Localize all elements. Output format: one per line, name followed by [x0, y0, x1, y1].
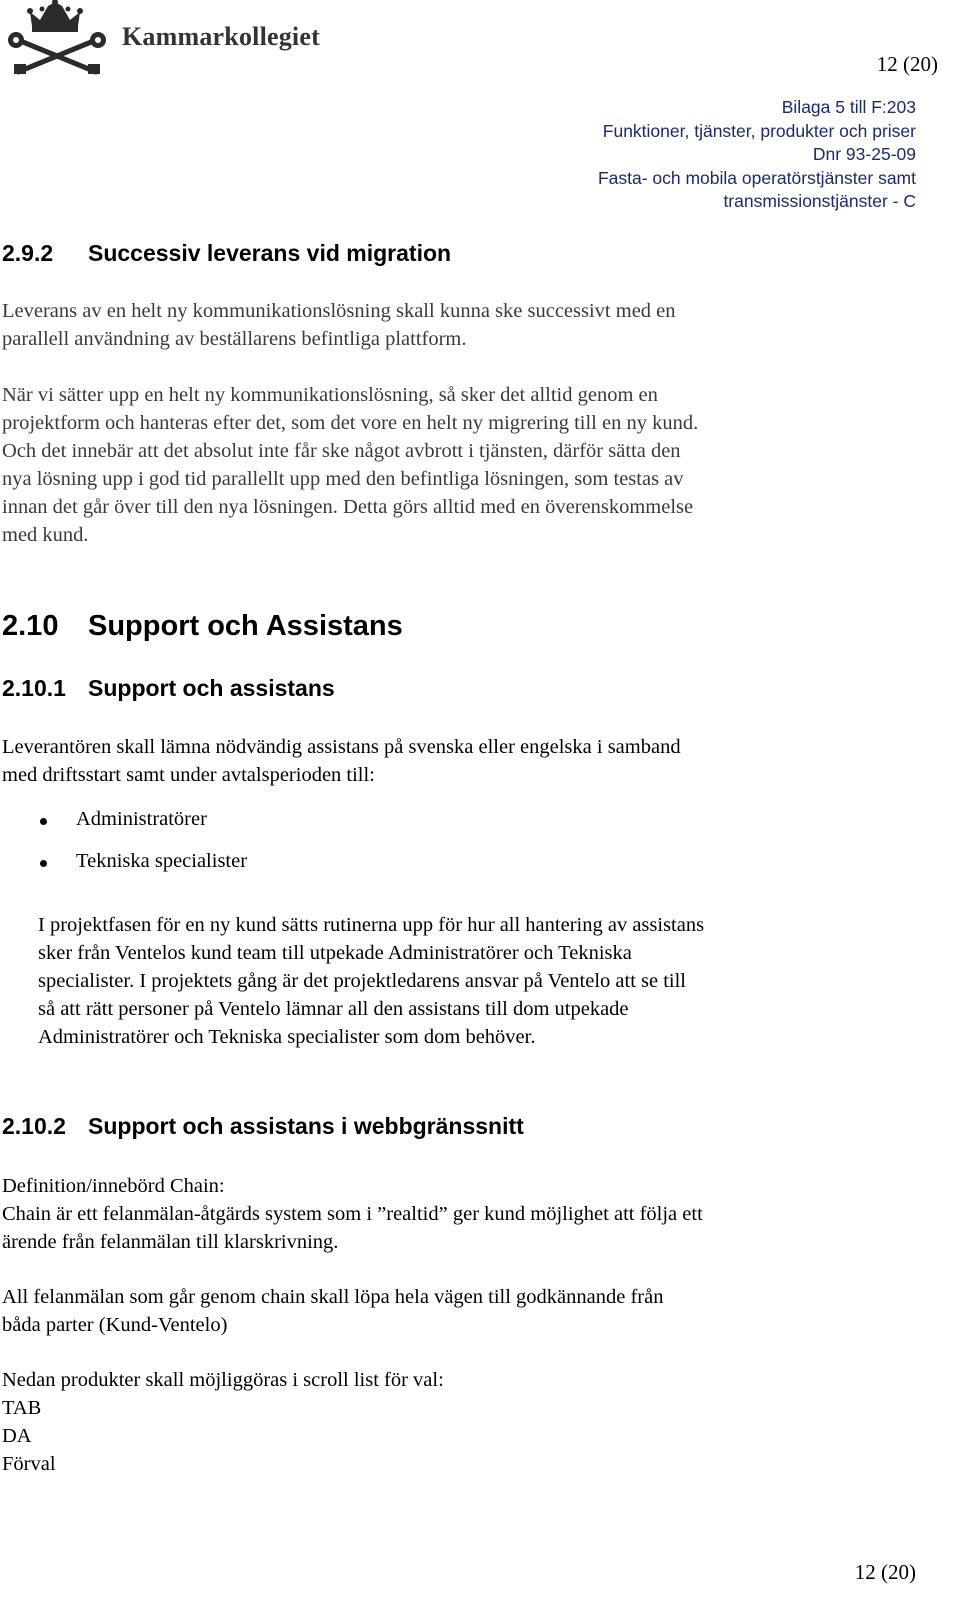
crown-keys-emblem-icon — [4, 0, 116, 76]
heading-2-9-2 — [2, 240, 451, 267]
section-number: 2.10 — [2, 610, 59, 642]
section-title: Support och assistans i webbgränssnitt — [88, 1113, 524, 1139]
document-reference — [598, 96, 916, 214]
text-line: med driftsstart samt under avtalsperioden till: — [2, 764, 375, 786]
text-line: innan det går över till den nya lösningen. Detta görs alltid med en överenskommelse — [2, 496, 694, 518]
section-title: Successiv leverans vid migration — [88, 240, 452, 266]
page-number-bottom: 12 (20) — [854, 1560, 916, 1584]
paragraph — [2, 381, 698, 549]
paragraph — [2, 1283, 663, 1339]
bullet-icon — [40, 818, 47, 825]
section-number: 2.10.2 — [2, 1113, 66, 1139]
brand-name: Kammarkollegiet — [122, 22, 320, 51]
paragraph — [2, 1366, 444, 1478]
list-item: Administratörer — [76, 808, 207, 830]
text-line: Leverantören skall lämna nödvändig assistans på svenska eller engelska i samband — [2, 736, 681, 758]
text-line: Leverans av en helt ny kommunikationslösning skall kunna ske successivt med en — [2, 300, 676, 322]
section-number: 2.9.2 — [2, 240, 54, 266]
bullet-icon — [40, 860, 47, 867]
reference-line: Bilaga 5 till F:203 — [781, 97, 916, 117]
text-line: specialister. I projektets gång är det projektledarens ansvar på Ventelo att se till — [38, 970, 687, 992]
text-line: med kund. — [2, 524, 89, 546]
text-line: Och det innebär att det absolut inte får ske något avbrott i tjänsten, därför sätta den — [2, 440, 681, 462]
heading-2-10 — [2, 610, 403, 643]
section-title: Support och Assistans — [88, 610, 403, 642]
text-line: nya lösning upp i god tid parallellt upp med den befintliga lösningen, som testas av — [2, 468, 684, 490]
reference-line: transmissionstjänster - C — [723, 191, 916, 211]
section-title: Support och assistans — [88, 675, 335, 701]
text-line: Definition/innebörd Chain: — [2, 1175, 225, 1197]
text-line: sker från Ventelos kund team till utpekade Administratörer och Tekniska — [38, 942, 632, 964]
text-line: Chain är ett felanmälan-åtgärds system som i ”realtid” ger kund möjlighet att följa ett — [2, 1203, 703, 1225]
text-line: I projektfasen för en ny kund sätts rutinerna upp för hur all hantering av assistans — [38, 914, 705, 936]
text-line: ärende från felanmälan till klarskrivning. — [2, 1231, 339, 1253]
paragraph — [2, 1172, 703, 1256]
heading-2-10-1 — [2, 675, 335, 702]
page-number-top: 12 (20) — [876, 52, 938, 76]
text-line: projektform och hanteras efter det, som det vore en helt ny migrering till en ny kund. — [2, 412, 699, 434]
kammarkollegiet-logo — [4, 0, 334, 80]
bullet-list — [0, 805, 400, 885]
text-line: All felanmälan som går genom chain skall löpa hela vägen till godkännande från — [2, 1286, 664, 1308]
text-line: båda parter (Kund-Ventelo) — [2, 1314, 228, 1336]
paragraph — [38, 911, 704, 1051]
heading-2-10-2 — [2, 1113, 524, 1140]
reference-line: Fasta- och mobila operatörstjänster samt — [597, 167, 916, 188]
text-line: Administratörer och Tekniska specialister som dom behöver. — [38, 1026, 536, 1048]
text-line: TAB — [2, 1397, 42, 1419]
reference-line: Dnr 93-25-09 — [812, 144, 916, 164]
paragraph — [2, 733, 681, 789]
text-line: Nedan produkter skall möjliggöras i scroll list för val: — [2, 1369, 444, 1391]
list-item: Tekniska specialister — [76, 850, 248, 872]
text-line: DA — [2, 1425, 32, 1447]
reference-line: Funktioner, tjänster, produkter och priser — [602, 120, 916, 141]
text-line: parallell användning av beställarens befintliga plattform. — [2, 328, 467, 350]
text-line: så att rätt personer på Ventelo lämnar all den assistans till dom utpekade — [38, 998, 629, 1020]
paragraph — [2, 297, 676, 353]
text-line: Förval — [2, 1453, 56, 1475]
text-line: När vi sätter upp en helt ny kommunikationslösning, så sker det alltid genom en — [2, 384, 658, 406]
section-number: 2.10.1 — [2, 675, 66, 701]
